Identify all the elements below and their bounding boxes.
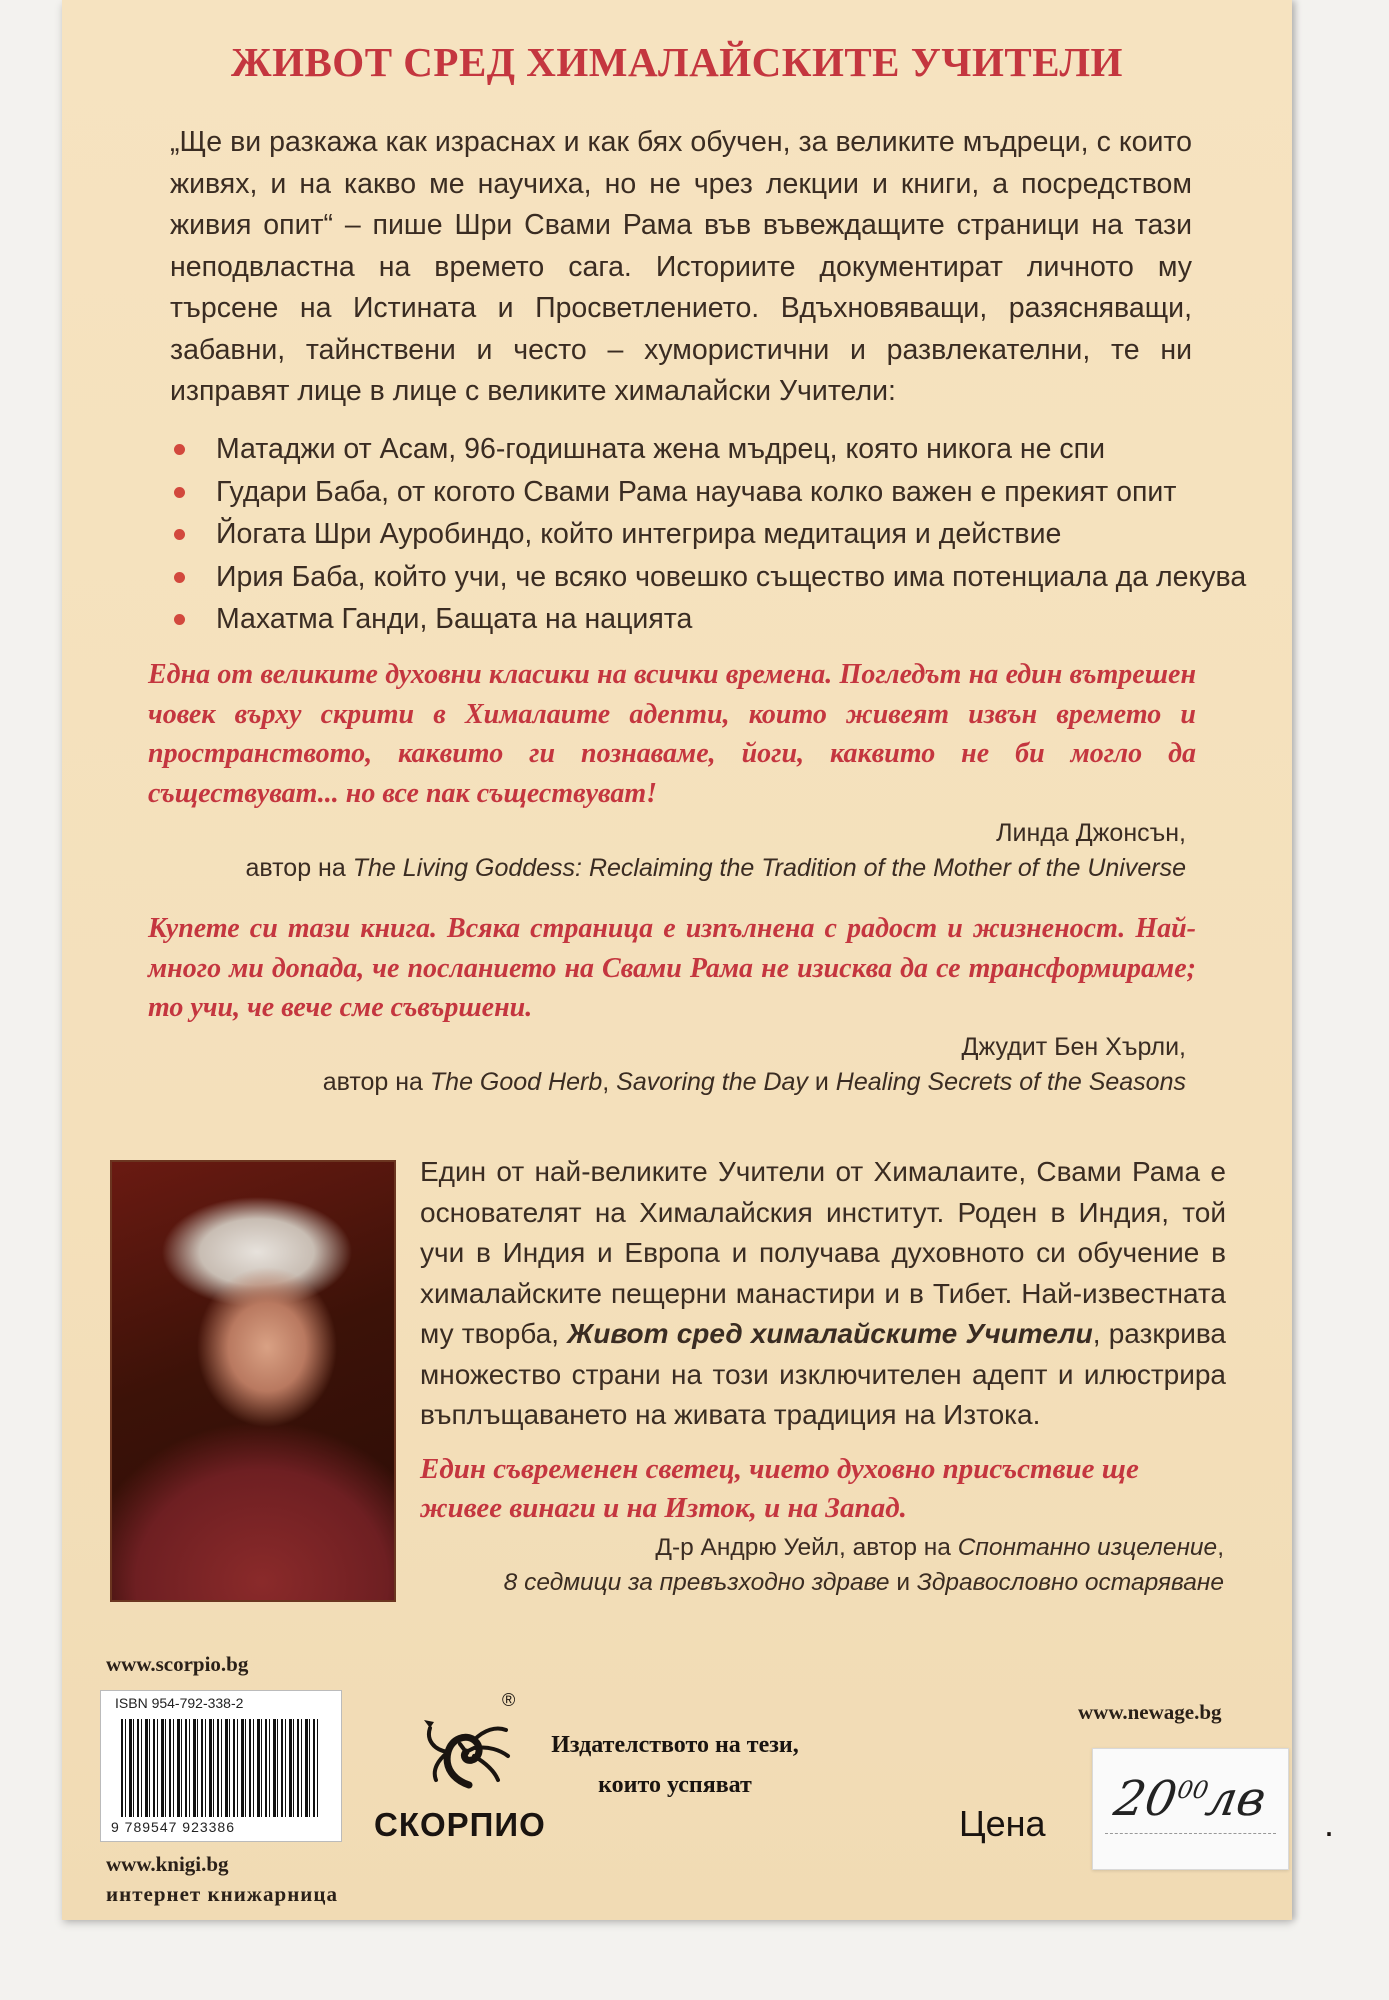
bullet-icon [174, 529, 185, 540]
barcode-digits: 9 789547 923386 [111, 1819, 235, 1835]
book-back-cover [62, 0, 1335, 1920]
review-author-work: автор на The Good Herb, Savoring the Day и Healing Secrets of the Seasons [322, 1068, 1186, 1096]
publisher-slogan: Издателството на тези, които успяват [551, 1732, 799, 1798]
list-item: Ирия Баба, който учи, че всяко човешко същество има потенциала да лекува [170, 556, 1200, 599]
review-author: Джудит Бен Хърли, [961, 1033, 1186, 1061]
list-item: Махатма Ганди, Бащата на нацията [170, 598, 1200, 641]
scorpio-url: www.scorpio.bg [106, 1652, 249, 1676]
review-author-work: автор на The Living Goddess: Reclaiming the Tradition of the Mother of the Universe [245, 854, 1186, 882]
review-author: Линда Джонсън, [996, 819, 1186, 847]
price-dot: . [1324, 1803, 1335, 1844]
isbn-number: ISBN 954-792-338-2 [115, 1695, 244, 1711]
review-attribution-2 [323, 1030, 1186, 1100]
bullet-icon [174, 572, 185, 583]
newage-url: www.newage.bg [1078, 1700, 1222, 1724]
knigi-caption: интернет книжарница [106, 1882, 339, 1906]
bullet-icon [174, 487, 185, 498]
list-item: Йогата Шри Ауробиндо, който интегрира медитация и действие [170, 513, 1200, 556]
list-item: Гудари Баба, от когото Свами Рама научава колко важен е прекият опит [170, 471, 1200, 514]
bullet-icon [174, 614, 185, 625]
review-attribution-1 [245, 816, 1186, 886]
author-bio: Един от най-великите Учители от Хималаите, Свами Рама е основателят на Хималайския институт. Роден в Индия, той учи в Индия и Европа и получава духовното си обучение в хималайските пещерни манастири и в Тибет. Най-известната му творба, Живот сред хималайските Учители, разкрива множество страни на този изключителен адепт и илюстрира въплъщаването на живата традиция на Изтока. [420, 1156, 1226, 1430]
barcode-bars [121, 1719, 321, 1817]
book-title: ЖИВОТ СРЕД ХИМАЛАЙСКИТЕ УЧИТЕЛИ [231, 39, 1123, 85]
price-value: $20^{00}лв$ [1110, 1771, 1271, 1827]
review-attribution-3: Д-р Андрю Уейл, автор на Спонтанно изцеление, 8 седмици за превъзходно здраве и Здравословно остаряване [503, 1534, 1224, 1596]
author-photo [110, 1160, 396, 1602]
publisher-name: СКОРПИО [374, 1806, 546, 1843]
price-label: Цена [959, 1803, 1046, 1844]
bullet-icon [174, 444, 185, 455]
teachers-list [170, 428, 1247, 641]
knigi-url: www.knigi.bg [106, 1852, 229, 1876]
isbn-barcode [100, 1690, 342, 1842]
review-quote-3: Един съвременен светец, чието духовно присъствие ще живее винаги и на Изток, и на Запад. [420, 1453, 1139, 1524]
book-title-inline: Живот сред хималайските Учители [567, 1318, 1093, 1349]
review-quote-1: Една от великите духовни класики на всички времена. Погледът на един вътрешен човек върху скрити в Хималаите адепти, които живеят извън времето и пространството, каквито ги познаваме, йоги, каквито не би могло да съществуват... но все пак съществуват! [148, 659, 1196, 809]
list-item: Матаджи от Асам, 96-годишната жена мъдрец, която никога не спи [170, 428, 1200, 471]
review-quote-2: Купете си тази книга. Всяка страница е изпълнена с радост и жизненост. Най-много ми допада, че посланието на Свами Рама не изисква да се трансформираме; то учи, че вече сме съвършени. [148, 913, 1196, 1023]
sticker-divider [1105, 1833, 1276, 1834]
intro-paragraph: „Ще ви разкажа как израснах и как бях обучен, за великите мъдреци, с които живях, и на какво ме научиха, но не чрез лекции и книги, а посредством живия опит“ – пише Шри Свами Рама във въвеждащите страници на тази неподвластна на времето сага. Историите документират личното му търсене на Истината и Просветлението. Вдъхновяващи, разясняващи, забавни, тайнствени и често – хумористични и развлекателни, те ни изправят лице в лице с великите хималайски Учители: [170, 126, 1192, 407]
registered-mark: ® [502, 1690, 516, 1710]
price-sticker [1092, 1748, 1289, 1870]
